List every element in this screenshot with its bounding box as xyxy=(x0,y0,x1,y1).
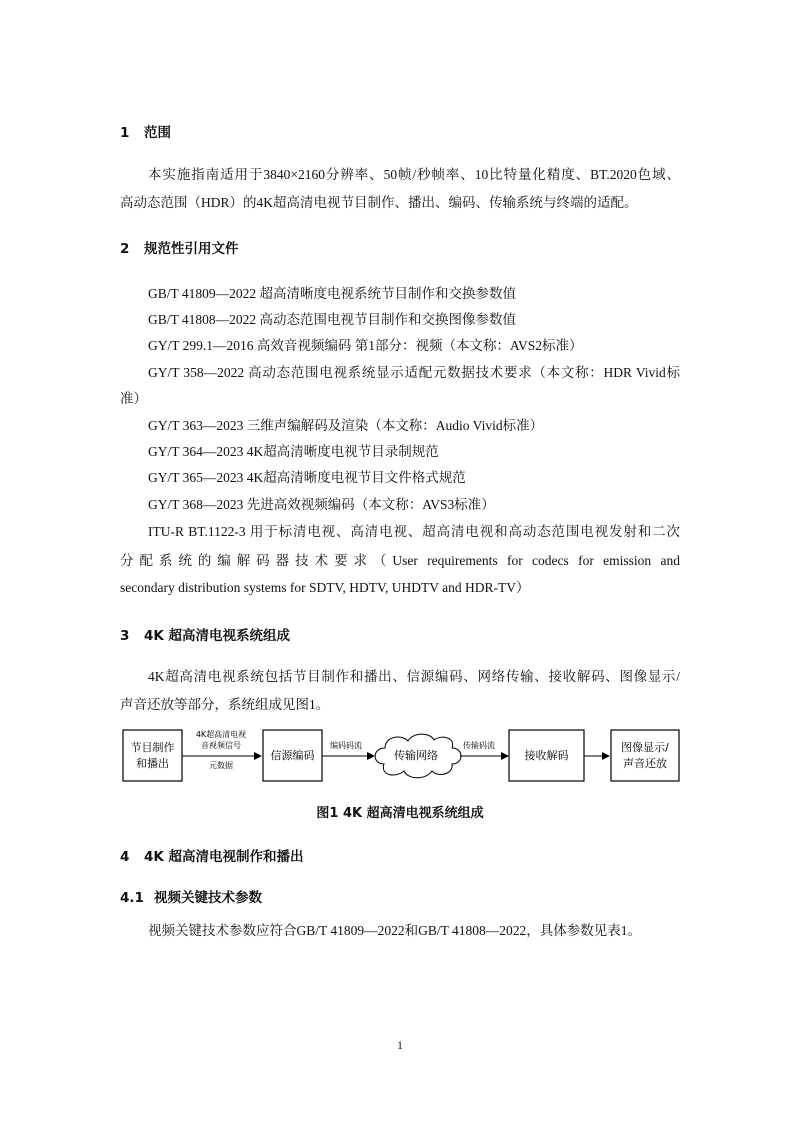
reference-item: ITU-R BT.1122-3 用于标清电视、高清电视、超高清电视和高动态范围电视发射和二次 xyxy=(148,524,680,539)
arrow-label-metadata: 元数据 xyxy=(209,761,233,770)
svg-text:图像显示/: 图像显示/ xyxy=(621,741,669,754)
svg-text:接收解码: 接收解码 xyxy=(524,749,569,762)
arrow-label-transport-stream: 传输码流 xyxy=(463,741,495,750)
reference-item-continued: 准） xyxy=(120,391,147,406)
production-box xyxy=(123,730,182,781)
system-paragraph-line-2: 声音还放等部分，系统组成见图1。 xyxy=(120,697,330,712)
section-heading-2: 2 规范性引用文件 xyxy=(120,241,239,257)
arrow-label-encoded-stream: 编码码流 xyxy=(330,741,362,750)
section-heading-4: 4 4K 超高清电视制作和播出 xyxy=(120,849,304,865)
system-composition-diagram xyxy=(0,724,800,804)
system-paragraph-line-1: 4K超高清电视系统包括节目制作和播出、信源编码、网络传输、接收解码、图像显示/ xyxy=(148,669,680,684)
svg-text:信源编码: 信源编码 xyxy=(270,749,315,762)
scope-paragraph-line-2: 高动态范围（HDR）的4K超高清电视节目制作、播出、编码、传输系统与终端的适配。 xyxy=(120,195,638,210)
arrow-label-av-signal: 4K超高清电视 xyxy=(195,730,247,739)
svg-text:声音还放: 声音还放 xyxy=(623,757,667,770)
section-heading-4-1: 4.1 视频关键技术参数 xyxy=(120,890,262,906)
reference-item: GY/T 363—2023 三维声编解码及渲染（本文称：Audio Vivid标准） xyxy=(148,418,544,433)
reference-item: GY/T 364—2023 4K超高清晰度电视节目录制规范 xyxy=(148,444,439,459)
svg-text:传输网络: 传输网络 xyxy=(394,749,438,762)
scope-paragraph-line-1: 本实施指南适用于3840×2160分辨率、50帧/秒帧率、10比特量化精度、BT.2020色域、 xyxy=(148,167,680,182)
reference-item: GB/T 41808—2022 高动态范围电视节目制作和交换图像参数值 xyxy=(148,312,517,327)
reference-item-continued: secondary distribution systems for SDTV, HDTV, UHDTV and HDR-TV） xyxy=(120,580,530,595)
reference-item: GY/T 365—2023 4K超高清晰度电视节目文件格式规范 xyxy=(148,470,466,485)
arrow-label-av-signal-2: 音视频信号 xyxy=(201,741,241,750)
reference-item: GY/T 358—2022 高动态范围电视系统显示适配元数据技术要求（本文称：HDR Vivid标 xyxy=(148,365,680,380)
transmission-network-cloud xyxy=(375,734,461,778)
receive-decoding-box xyxy=(509,730,584,781)
reference-item-continued: 分配系统的编解码器技术要求（User requirements for codecs for emission and xyxy=(120,553,680,568)
params-paragraph: 视频关键技术参数应符合GB/T 41809—2022和GB/T 41808—2022，具体参数见表1。 xyxy=(148,923,642,938)
svg-text:节目制作: 节目制作 xyxy=(130,741,175,754)
reference-item: GY/T 368—2023 先进高效视频编码（本文称：AVS3标准） xyxy=(148,497,495,512)
page-number: 1 xyxy=(397,1038,403,1052)
svg-text:和播出: 和播出 xyxy=(136,757,169,770)
section-heading-1: 1 范围 xyxy=(120,125,171,141)
reference-item: GY/T 299.1—2016 高效音视频编码 第1部分：视频（本文称：AVS2标准） xyxy=(148,338,583,353)
reference-item: GB/T 41809—2022 超高清晰度电视系统节目制作和交换参数值 xyxy=(148,286,517,301)
source-encoding-box xyxy=(263,730,322,781)
display-audio-box xyxy=(611,730,679,781)
figure-caption: 图1 4K 超高清电视系统组成 xyxy=(316,806,484,821)
section-heading-3: 3 4K 超高清电视系统组成 xyxy=(120,628,291,644)
